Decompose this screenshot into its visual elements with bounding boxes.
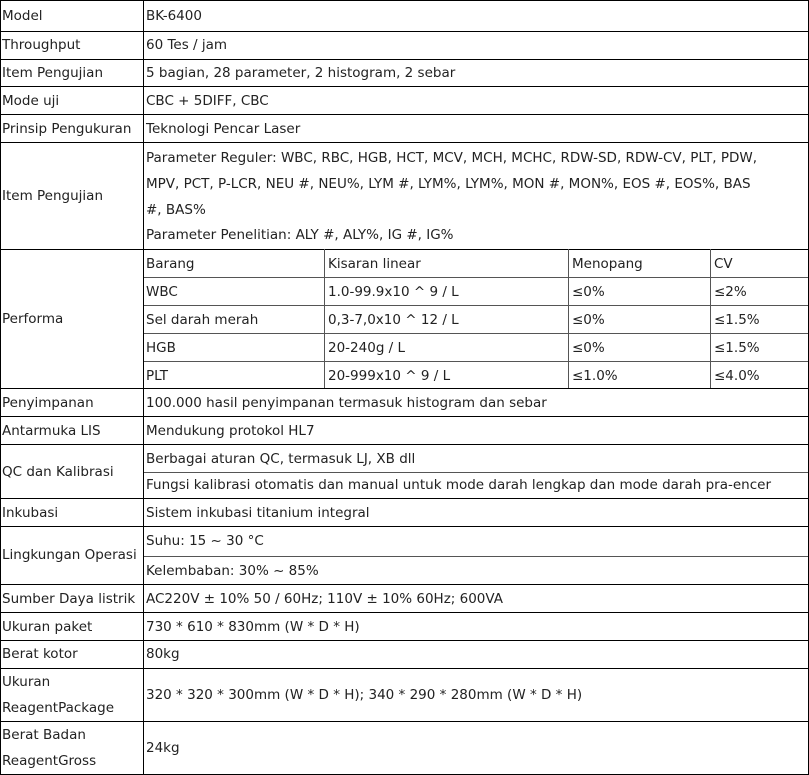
value-qc-line2: Fungsi kalibrasi otomatis dan manual untuk mode darah lengkap dan mode darah pra-encer	[146, 477, 771, 493]
performa-cell: PLT	[146, 368, 169, 384]
performa-cell: 0,3-7,0x10 ^ 12 / L	[328, 312, 459, 328]
label-berat-reagent-2: ReagentGross	[2, 753, 97, 769]
performa-header: CV	[714, 256, 733, 272]
label-ukuran-reagent: Ukuran	[2, 674, 51, 690]
performa-row-divider	[144, 277, 808, 278]
performa-cell: WBC	[146, 284, 178, 300]
value-suhu: Suhu: 15 ~ 30 °C	[146, 533, 264, 549]
performa-header: Barang	[146, 256, 195, 272]
item-pengujian-line: Parameter Reguler: WBC, RBC, HGB, HCT, MCV, MCH, MCHC, RDW-SD, RDW-CV, PLT, PDW,	[146, 150, 758, 166]
label-penyimpanan: Penyimpanan	[2, 395, 94, 411]
label-item-pengujian: Item Pengujian	[2, 65, 103, 81]
performa-cell: ≤2%	[714, 284, 747, 300]
value-inkubasi: Sistem inkubasi titanium integral	[146, 505, 370, 521]
label-model: Model	[2, 8, 43, 24]
row-divider	[0, 640, 809, 641]
performa-cell: 20-999x10 ^ 9 / L	[328, 368, 451, 384]
subrow-divider	[144, 556, 808, 557]
value-item-pengujian: 5 bagian, 28 parameter, 2 histogram, 2 sebar	[146, 65, 456, 81]
value-berat-reagent: 24kg	[146, 740, 180, 756]
item-pengujian-line: MPV, PCT, P-LCR, NEU #, NEU%, LYM #, LYM%, LYM%, MON #, MON%, EOS #, EOS%, BAS	[146, 176, 751, 192]
value-berat-kotor: 80kg	[146, 646, 180, 662]
row-divider	[0, 416, 809, 417]
value-ukuran-paket: 730 * 610 * 830mm (W * D * H)	[146, 619, 360, 635]
performa-cell: 20-240g / L	[328, 340, 406, 356]
row-divider	[0, 31, 809, 32]
row-divider	[0, 388, 809, 389]
subrow-divider	[144, 472, 808, 473]
performa-cell: ≤4.0%	[714, 368, 760, 384]
performa-row-divider	[144, 333, 808, 334]
performa-cell: ≤0%	[572, 312, 605, 328]
label-qc: QC dan Kalibrasi	[2, 464, 114, 480]
label-lis: Antarmuka LIS	[2, 423, 101, 439]
row-divider	[0, 114, 809, 115]
value-penyimpanan: 100.000 hasil penyimpanan termasuk histogram dan sebar	[146, 395, 547, 411]
value-throughput: 60 Tes / jam	[146, 37, 228, 53]
label-ukuran-reagent-2: ReagentPackage	[2, 700, 115, 716]
label-ukuran-paket: Ukuran paket	[2, 619, 93, 635]
row-divider	[0, 721, 809, 722]
row-divider	[0, 142, 809, 143]
label-throughput: Throughput	[2, 37, 81, 53]
row-divider	[0, 498, 809, 499]
performa-col-divider	[710, 249, 711, 388]
label-berat-reagent: Berat Badan	[2, 727, 86, 743]
label-mode-uji: Mode uji	[2, 93, 60, 109]
performa-header: Menopang	[572, 256, 643, 272]
performa-col-divider	[568, 249, 569, 388]
performa-row-divider	[144, 361, 808, 362]
value-model: BK-6400	[146, 8, 202, 24]
label-item-pengujian-detail: Item Pengujian	[2, 188, 103, 204]
label-lingkungan: Lingkungan Operasi	[2, 547, 137, 563]
performa-cell: ≤0%	[572, 284, 605, 300]
value-qc-line1: Berbagai aturan QC, termasuk LJ, XB dll	[146, 451, 416, 467]
label-berat-kotor: Berat kotor	[2, 646, 78, 662]
label-performa: Performa	[2, 311, 64, 327]
performa-cell: ≤1.0%	[572, 368, 618, 384]
label-prinsip: Prinsip Pengukuran	[2, 121, 132, 137]
row-divider	[0, 584, 809, 585]
row-divider	[0, 668, 809, 669]
value-kelembaban: Kelembaban: 30% ~ 85%	[146, 563, 319, 579]
item-pengujian-line: Parameter Penelitian: ALY #, ALY%, IG #, IG%	[146, 227, 454, 243]
value-lis: Mendukung protokol HL7	[146, 423, 315, 439]
row-divider	[0, 612, 809, 613]
row-divider	[0, 0, 809, 1]
value-mode-uji: CBC + 5DIFF, CBC	[146, 93, 269, 109]
performa-cell: ≤0%	[572, 340, 605, 356]
item-pengujian-line: #, BAS%	[146, 202, 206, 218]
performa-cell: ≤1.5%	[714, 340, 760, 356]
value-daya: AC220V ± 10% 50 / 60Hz; 110V ± 10% 60Hz; 600VA	[146, 591, 504, 607]
row-divider	[0, 86, 809, 87]
performa-row-divider	[144, 305, 808, 306]
row-divider	[0, 526, 809, 527]
row-divider	[0, 249, 809, 250]
performa-col-divider	[324, 249, 325, 388]
value-ukuran-reagent: 320 * 320 * 300mm (W * D * H); 340 * 290 * 280mm (W * D * H)	[146, 687, 583, 703]
performa-cell: HGB	[146, 340, 176, 356]
performa-cell: 1.0-99.9x10 ^ 9 / L	[328, 284, 459, 300]
performa-cell: Sel darah merah	[146, 312, 259, 328]
row-divider	[0, 59, 809, 60]
row-divider	[0, 444, 809, 445]
label-inkubasi: Inkubasi	[2, 505, 59, 521]
label-daya: Sumber Daya listrik	[2, 591, 136, 607]
performa-cell: ≤1.5%	[714, 312, 760, 328]
performa-header: Kisaran linear	[328, 256, 421, 272]
value-prinsip: Teknologi Pencar Laser	[146, 121, 301, 137]
